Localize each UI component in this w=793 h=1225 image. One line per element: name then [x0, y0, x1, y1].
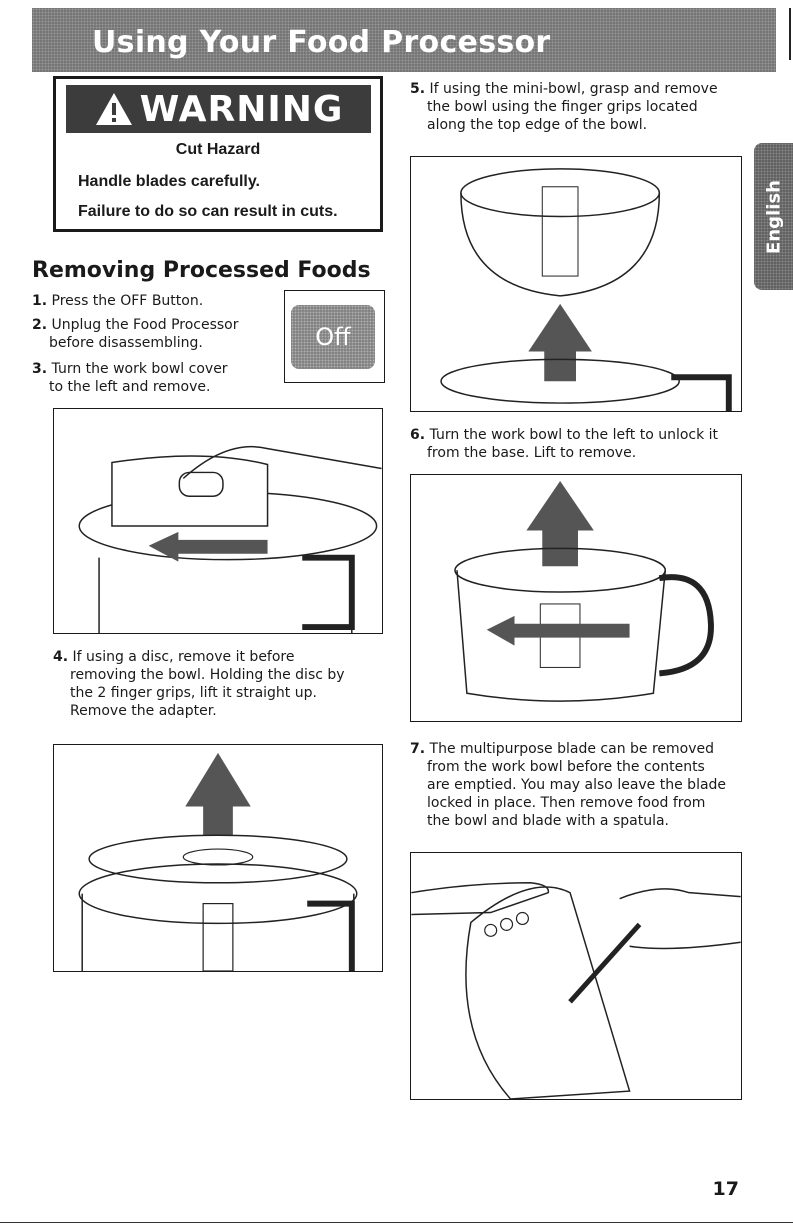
step-1: 1. Press the OFF Button.: [32, 293, 204, 309]
mini-bowl-drawing: [411, 157, 741, 411]
page-title: Using Your Food Processor: [92, 25, 551, 60]
mini-bowl-illustration: [410, 156, 742, 412]
warning-label: WARNING: [139, 88, 344, 130]
bowl-cover-drawing: [54, 409, 382, 633]
section-title: Removing Processed Foods: [32, 258, 371, 283]
spatula-illustration: [410, 852, 742, 1100]
warning-box: [53, 76, 383, 232]
page-header-bar: [32, 8, 776, 72]
language-tab: [754, 143, 793, 290]
page-number: 17: [712, 1178, 739, 1200]
remove-disc-illustration: [53, 744, 383, 972]
unlock-bowl-illustration: [410, 474, 742, 722]
warning-consequence: Failure to do so can result in cuts.: [78, 203, 338, 220]
warning-instruction: Handle blades carefully.: [78, 173, 260, 190]
off-button: Off: [291, 305, 375, 369]
warning-hazard: Cut Hazard: [175, 141, 261, 158]
blade-spatula-drawing: [411, 853, 741, 1099]
work-bowl-drawing: [411, 475, 741, 721]
warning-triangle-icon: [94, 91, 134, 127]
remove-cover-illustration: [53, 408, 383, 634]
step-7: 7. The multipurpose blade can be removed from the work bowl before the contents are emptied. You may also leave the blade locked in place. Then remove food from the bowl and blade with a spatula.: [410, 741, 727, 829]
step-3: 3. Turn the work bowl cover to the left and remove.: [32, 361, 228, 395]
step-2: 2. Unplug the Food Processor before disassembling.: [32, 317, 239, 351]
bottom-rule: [0, 1222, 793, 1223]
disc-lift-drawing: [54, 745, 382, 971]
step-4: 4. If using a disc, remove it before removing the bowl. Holding the disc by the 2 finger grips, lift it straight up. Remove the adapter.: [53, 649, 345, 719]
step-5: 5. If using the mini-bowl, grasp and remove the bowl using the finger grips located along the top edge of the bowl.: [410, 81, 718, 133]
step-6: 6. Turn the work bowl to the left to unlock it from the base. Lift to remove.: [410, 427, 719, 461]
language-tab-label: English: [763, 179, 784, 254]
warning-banner: [66, 85, 371, 133]
header-edge-line: [789, 8, 791, 60]
off-button-illustration: [284, 290, 385, 383]
